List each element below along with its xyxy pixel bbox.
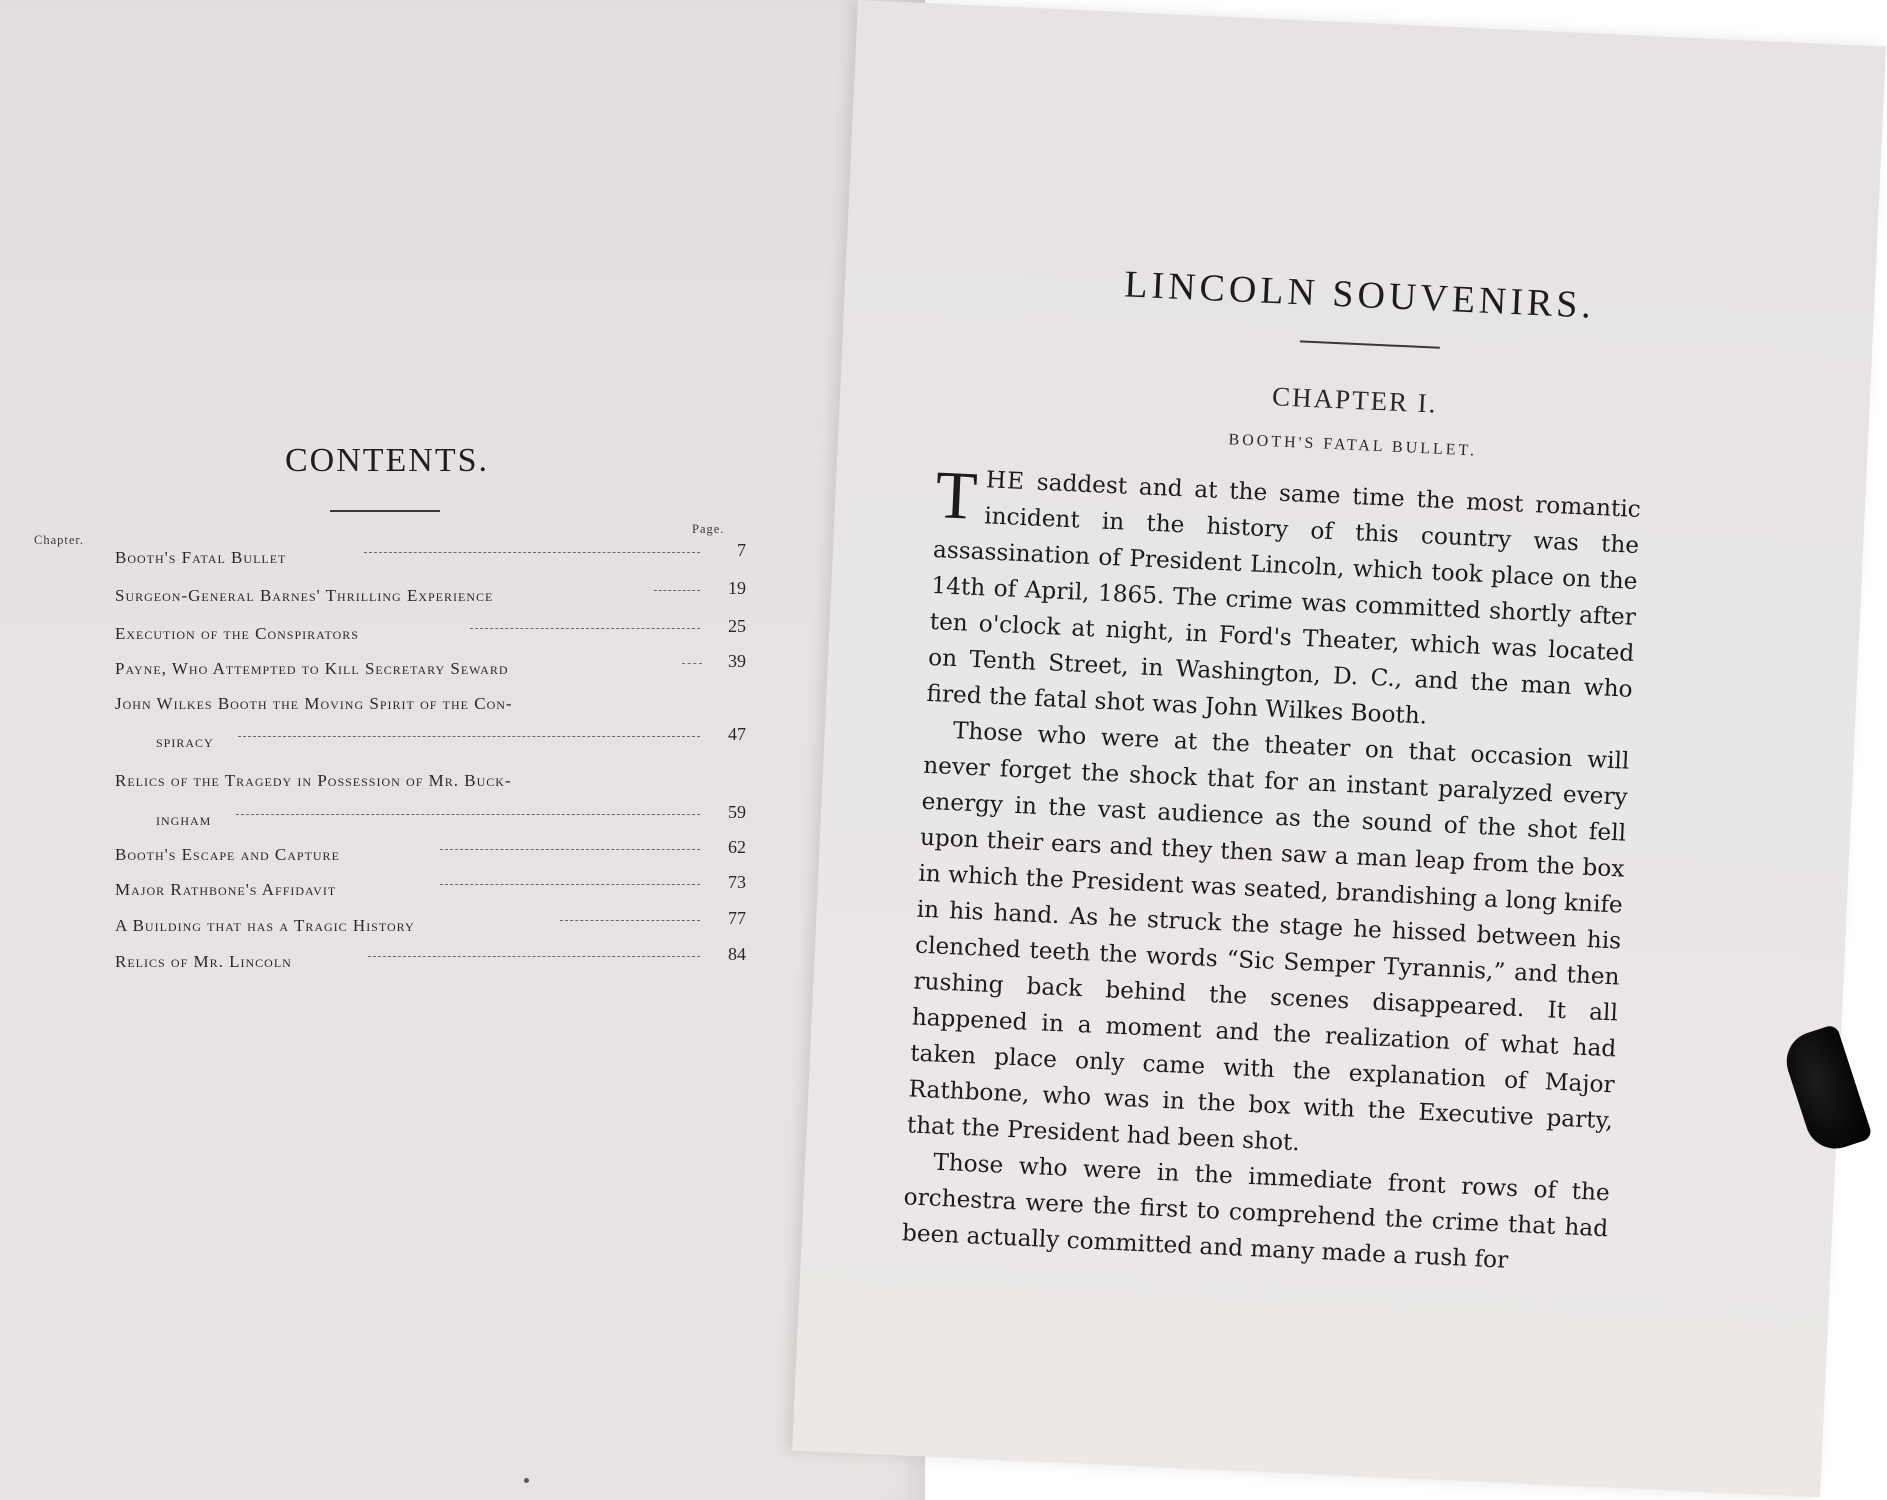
toc-leader-dots (682, 663, 702, 664)
left-page (0, 0, 925, 1500)
toc-chapter-title: Relics of Mr. Lincoln (115, 952, 292, 971)
toc-leader-dots (654, 590, 700, 591)
toc-page-number: 7 (737, 540, 746, 560)
ink-speck (524, 1478, 529, 1483)
toc-leader-dots (560, 920, 700, 921)
toc-page-number: 84 (728, 944, 746, 964)
toc-chapter-title: Major Rathbone's Affidavit (115, 880, 337, 899)
paragraph: Those who were in the immediate front rows of the orchestra were the first to comprehend the crime that had been actually committed and many made a rush for (901, 1148, 1611, 1274)
page-column-header: Page. (692, 522, 725, 536)
drop-cap: T (933, 456, 979, 534)
toc-chapter-title-continuation: spiracy (156, 732, 214, 751)
book-title-rule (1300, 340, 1440, 348)
paragraph-text: saddest and at the same time the most romantic incident in the history of this country was the assassination of President Lincoln, which took place on the 14th of April, 1865. The crime was committed shortly after ten o'clock at night, in Ford's Theater, which was located on Tenth Street, in Washington, D. C., and the man who fired the fatal shot was John Wilkes Booth. (926, 468, 1642, 730)
toc-leader-dots (238, 736, 700, 737)
toc-leader-dots (364, 552, 700, 553)
toc-chapter-title: Payne, Who Attempted to Kill Secretary Seward (115, 659, 509, 678)
toc-chapter-title: Booth's Escape and Capture (115, 845, 340, 864)
toc-leader-dots (236, 814, 700, 815)
toc-page-number: 73 (728, 872, 746, 892)
toc-page-number: 62 (728, 837, 746, 857)
toc-leader-dots (440, 849, 700, 850)
toc-page-number: 39 (728, 651, 746, 671)
chapter-heading: CHAPTER I. (1271, 381, 1439, 419)
toc-chapter-title: Surgeon-General Barnes' Thrilling Experience (115, 586, 494, 605)
toc-page-number: 77 (728, 908, 746, 928)
toc-leader-dots (470, 628, 700, 629)
toc-chapter-title-continuation: ingham (156, 810, 212, 829)
chapter-column-header: Chapter. (34, 533, 85, 547)
toc-leader-dots (440, 884, 700, 885)
toc-page-number: 59 (728, 802, 746, 822)
toc-page-number: 47 (728, 724, 746, 744)
right-page (792, 0, 1886, 1497)
toc-page-number: 25 (728, 616, 746, 636)
book-title: LINCOLN SOUVENIRS. (1123, 263, 1596, 327)
paragraph: Those who were at the theater on that occasion will never forget the shock that for an instant paralyzed every energy in the vast audience as the sound of the shot fell upon their ears and they then saw a man leap from the box in which the President was seated, brandishing a long knife in his hand. As he struck the stage he hissed between his clenched teeth the words “Sic Semper Tyrannis,” and then rushing back behind the scenes disappeared. It all happened in a moment and the realization of what had taken place only came with the explanation of Major Rathbone, who was in the box with the Executive party, that the President had been shot. (906, 717, 1630, 1157)
table-of-contents (0, 0, 925, 1000)
chapter-body (901, 456, 1642, 1283)
toc-chapter-title: John Wilkes Booth the Moving Spirit of the Con- (115, 694, 513, 713)
toc-leader-dots (368, 956, 700, 957)
paragraph (926, 456, 1642, 744)
toc-chapter-title: Booth's Fatal Bullet (115, 548, 287, 567)
toc-chapter-title: Relics of the Tragedy in Possession of Mr. Buck- (115, 771, 512, 790)
contents-title: CONTENTS. (284, 442, 490, 479)
toc-chapter-title: A Building that has a Tragic History (115, 916, 415, 935)
drop-cap-continuation: HE (985, 466, 1026, 496)
toc-page-number: 19 (728, 578, 746, 598)
toc-chapter-title: Execution of the Conspirators (115, 624, 359, 643)
chapter-subheading: BOOTH'S FATAL BULLET. (1228, 431, 1478, 460)
